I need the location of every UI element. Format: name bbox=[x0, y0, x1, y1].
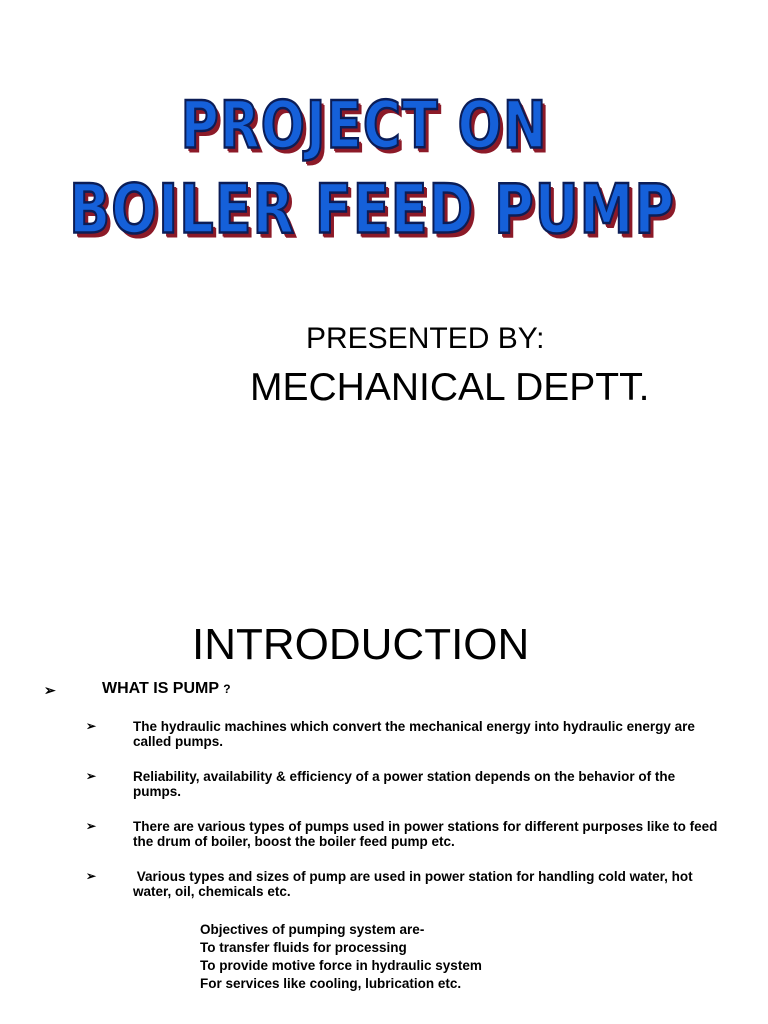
objectives-heading: Objectives of pumping system are- bbox=[200, 922, 425, 937]
title-line-2: BOILER FEED PUMP bbox=[69, 170, 675, 249]
bullet-arrow-icon: ➢ bbox=[44, 682, 56, 698]
title-line-1: PROJECT ON bbox=[180, 88, 548, 164]
department-name: MECHANICAL DEPTT. bbox=[250, 366, 650, 409]
bullet-arrow-icon: ➢ bbox=[86, 819, 97, 833]
bullet-arrow-icon: ➢ bbox=[86, 769, 97, 783]
section-heading: INTRODUCTION bbox=[192, 620, 530, 669]
list-item-text: The hydraulic machines which convert the mechanical energy into hydraulic energy are called pumps. bbox=[133, 719, 695, 749]
list-item-text: Various types and sizes of pump are used in power station for handling cold water, hot water, oil, chemicals etc. bbox=[133, 869, 697, 899]
bullet-arrow-icon: ➢ bbox=[86, 719, 97, 733]
objective-item: To transfer fluids for processing bbox=[200, 940, 407, 955]
list-item bbox=[86, 719, 726, 749]
objectives-block bbox=[200, 921, 482, 993]
sub-point-list bbox=[86, 719, 726, 919]
list-item bbox=[86, 769, 726, 799]
list-item bbox=[86, 819, 726, 849]
list-item-text: Reliability, availability & efficiency of a power station depends on the behavior of the pumps. bbox=[133, 769, 676, 799]
objective-item: To provide motive force in hydraulic system bbox=[200, 958, 482, 973]
main-point-text: WHAT IS PUMP bbox=[102, 680, 219, 697]
presented-by-label: PRESENTED BY: bbox=[306, 322, 545, 355]
main-point-label bbox=[102, 680, 231, 698]
list-item bbox=[86, 869, 726, 899]
main-point-suffix: ? bbox=[223, 682, 231, 696]
bullet-arrow-icon: ➢ bbox=[86, 869, 97, 883]
list-item-text: There are various types of pumps used in power stations for different purposes like to feed the drum of boiler, boost the boiler feed pump etc. bbox=[133, 819, 718, 849]
objective-item: For services like cooling, lubrication etc. bbox=[200, 976, 462, 991]
